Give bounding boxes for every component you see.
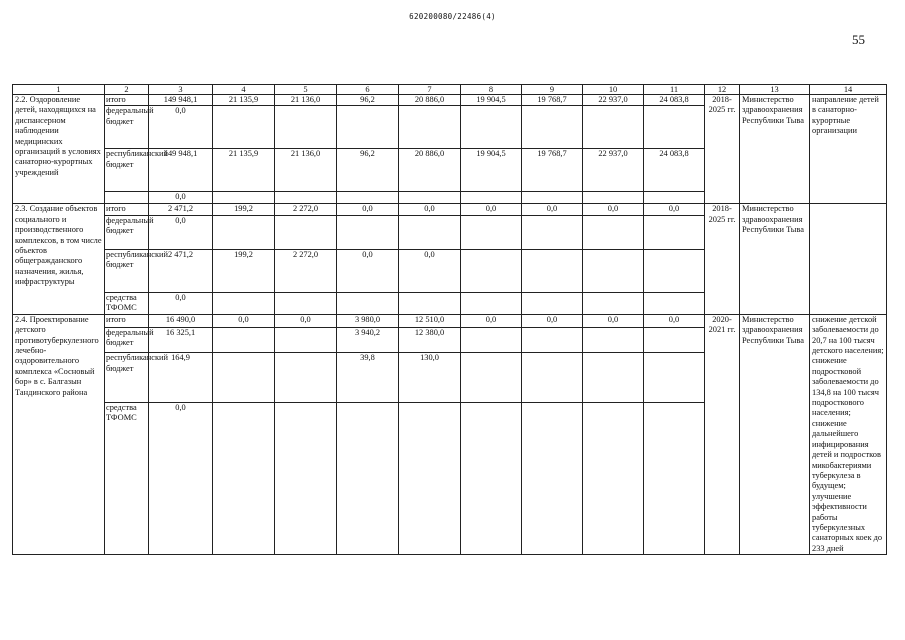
amount-cell: 12 510,0	[399, 314, 461, 327]
amount-cell: 0,0	[522, 204, 583, 215]
column-number-row	[13, 85, 887, 95]
amount-cell: 20 886,0	[399, 149, 461, 192]
result-cell	[810, 204, 887, 314]
column-number: 10	[583, 85, 644, 95]
amount-cell: 199,2	[213, 249, 275, 292]
amount-cell	[213, 327, 275, 352]
amount-cell: 24 083,8	[644, 149, 705, 192]
amount-cell: 20 886,0	[399, 95, 461, 106]
amount-cell: 19 904,5	[461, 149, 522, 192]
amount-cell	[399, 106, 461, 149]
amount-cell	[522, 327, 583, 352]
amount-cell	[213, 106, 275, 149]
amount-cell	[337, 106, 399, 149]
period-cell: 2018-2025 гг.	[705, 204, 740, 314]
amount-cell: 22 937,0	[583, 149, 644, 192]
column-number: 4	[213, 85, 275, 95]
funding-source: средства ТФОМС	[105, 292, 149, 314]
funding-source: федеральный бюджет	[105, 106, 149, 149]
amount-cell: 2 471,2	[149, 204, 213, 215]
amount-cell	[583, 292, 644, 314]
amount-cell	[399, 192, 461, 204]
amount-cell	[522, 353, 583, 403]
amount-cell	[522, 402, 583, 554]
amount-cell: 21 136,0	[275, 95, 337, 106]
funding-source: республиканский бюджет	[105, 249, 149, 292]
amount-cell: 0,0	[399, 249, 461, 292]
amount-cell	[644, 249, 705, 292]
amount-cell	[522, 192, 583, 204]
amount-cell	[644, 402, 705, 554]
amount-cell	[337, 192, 399, 204]
amount-cell: 96,2	[337, 95, 399, 106]
amount-cell: 16 490,0	[149, 314, 213, 327]
funding-source: средства ТФОМС	[105, 402, 149, 554]
amount-cell	[461, 106, 522, 149]
column-number: 7	[399, 85, 461, 95]
amount-cell: 0,0	[337, 204, 399, 215]
amount-cell	[275, 402, 337, 554]
amount-cell	[644, 327, 705, 352]
amount-cell: 3 940,2	[337, 327, 399, 352]
amount-cell	[337, 215, 399, 249]
amount-cell: 21 135,9	[213, 149, 275, 192]
column-number: 3	[149, 85, 213, 95]
measure-name: 2.2. Оздоровление детей, находящихся на диспансерном наблюдении медицинских организаций в условиях санаторно-курортных учреждений	[13, 95, 105, 204]
amount-cell	[461, 192, 522, 204]
amount-cell	[275, 215, 337, 249]
amount-cell	[522, 292, 583, 314]
column-number: 5	[275, 85, 337, 95]
amount-cell: 0,0	[399, 204, 461, 215]
amount-cell	[644, 215, 705, 249]
amount-cell: 0,0	[149, 192, 213, 204]
amount-cell	[461, 327, 522, 352]
amount-cell: 22 937,0	[583, 95, 644, 106]
amount-cell	[213, 215, 275, 249]
amount-cell: 0,0	[461, 204, 522, 215]
amount-cell	[461, 402, 522, 554]
measure-name: 2.4. Проектирование детского противотуберкулезного лечебно-оздоровительного комплекса «Сосновый бор» в с. Балгазын Тандинского района	[13, 314, 105, 554]
amount-cell	[461, 292, 522, 314]
amount-cell: 12 380,0	[399, 327, 461, 352]
amount-cell	[583, 402, 644, 554]
result-cell: направление детей в санаторно-курортные организации	[810, 95, 887, 204]
funding-source: итого	[105, 95, 149, 106]
amount-cell: 3 980,0	[337, 314, 399, 327]
amount-cell: 0,0	[213, 314, 275, 327]
column-number: 6	[337, 85, 399, 95]
amount-cell	[583, 192, 644, 204]
column-number: 1	[13, 85, 105, 95]
amount-cell: 0,0	[522, 314, 583, 327]
amount-cell	[275, 106, 337, 149]
amount-cell: 0,0	[337, 249, 399, 292]
column-number: 9	[522, 85, 583, 95]
program-table	[12, 84, 887, 555]
amount-cell	[399, 215, 461, 249]
amount-cell	[461, 353, 522, 403]
table-row	[13, 314, 887, 327]
amount-cell: 0,0	[644, 314, 705, 327]
amount-cell: 2 471,2	[149, 249, 213, 292]
funding-source: республиканский бюджет	[105, 149, 149, 192]
funding-source	[105, 192, 149, 204]
amount-cell: 21 135,9	[213, 95, 275, 106]
column-number: 8	[461, 85, 522, 95]
result-cell: снижение детской заболеваемости до 20,7 на 100 тысяч детского населения; снижение подростковой заболеваемости до 134,8 на 100 тысяч подросткового населения; снижение дальнейшего инфицирования детей и подростков микобактериями туберкулеза в будущем; улучшение эффективности работы туберкулезных санаторных коек до 233 дней	[810, 314, 887, 554]
period-cell: 2018-2025 гг.	[705, 95, 740, 204]
amount-cell: 96,2	[337, 149, 399, 192]
amount-cell: 130,0	[399, 353, 461, 403]
amount-cell: 0,0	[644, 204, 705, 215]
amount-cell: 199,2	[213, 204, 275, 215]
amount-cell: 21 136,0	[275, 149, 337, 192]
amount-cell	[213, 353, 275, 403]
column-number: 12	[705, 85, 740, 95]
amount-cell: 0,0	[149, 215, 213, 249]
table-row	[13, 204, 887, 215]
amount-cell	[583, 215, 644, 249]
amount-cell: 0,0	[461, 314, 522, 327]
amount-cell	[275, 292, 337, 314]
amount-cell	[275, 353, 337, 403]
amount-cell: 149 948,1	[149, 149, 213, 192]
column-number: 2	[105, 85, 149, 95]
executor-cell: Министерство здравоохранения Республики Тыва	[740, 95, 810, 204]
amount-cell: 19 904,5	[461, 95, 522, 106]
column-number: 13	[740, 85, 810, 95]
amount-cell	[644, 353, 705, 403]
amount-cell	[337, 292, 399, 314]
funding-source: федеральный бюджет	[105, 327, 149, 352]
funding-source: итого	[105, 314, 149, 327]
amount-cell	[583, 249, 644, 292]
amount-cell: 24 083,8	[644, 95, 705, 106]
column-number: 14	[810, 85, 887, 95]
amount-cell	[644, 192, 705, 204]
amount-cell	[399, 292, 461, 314]
amount-cell	[522, 249, 583, 292]
amount-cell	[275, 192, 337, 204]
amount-cell: 39,8	[337, 353, 399, 403]
table-row	[13, 95, 887, 106]
amount-cell	[644, 292, 705, 314]
amount-cell: 16 325,1	[149, 327, 213, 352]
amount-cell: 0,0	[149, 292, 213, 314]
funding-source: республиканский бюджет	[105, 353, 149, 403]
column-number: 11	[644, 85, 705, 95]
amount-cell: 19 768,7	[522, 149, 583, 192]
amount-cell	[522, 106, 583, 149]
amount-cell	[583, 353, 644, 403]
amount-cell	[522, 215, 583, 249]
measure-name: 2.3. Создание объектов социального и производственного комплексов, в том числе объектов общегражданского назначения, жилья, инфраструктуры	[13, 204, 105, 314]
executor-cell: Министерство здравоохранения Республики Тыва	[740, 314, 810, 554]
amount-cell	[213, 292, 275, 314]
executor-cell: Министерство здравоохранения Республики Тыва	[740, 204, 810, 314]
amount-cell	[644, 106, 705, 149]
amount-cell	[583, 106, 644, 149]
amount-cell: 2 272,0	[275, 204, 337, 215]
amount-cell: 0,0	[149, 106, 213, 149]
amount-cell	[583, 327, 644, 352]
funding-source: федеральный бюджет	[105, 215, 149, 249]
amount-cell	[399, 402, 461, 554]
amount-cell: 149 948,1	[149, 95, 213, 106]
amount-cell	[337, 402, 399, 554]
period-cell: 2020-2021 гг.	[705, 314, 740, 554]
amount-cell	[213, 402, 275, 554]
amount-cell: 0,0	[275, 314, 337, 327]
amount-cell	[461, 249, 522, 292]
amount-cell: 0,0	[583, 204, 644, 215]
amount-cell: 0,0	[149, 402, 213, 554]
amount-cell	[461, 215, 522, 249]
amount-cell: 19 768,7	[522, 95, 583, 106]
page-number: 55	[852, 32, 865, 47]
amount-cell	[275, 327, 337, 352]
amount-cell	[213, 192, 275, 204]
amount-cell: 164,9	[149, 353, 213, 403]
amount-cell: 0,0	[583, 314, 644, 327]
document-id-stamp: 620200080/22486(4)	[409, 12, 496, 21]
funding-source: итого	[105, 204, 149, 215]
amount-cell: 2 272,0	[275, 249, 337, 292]
